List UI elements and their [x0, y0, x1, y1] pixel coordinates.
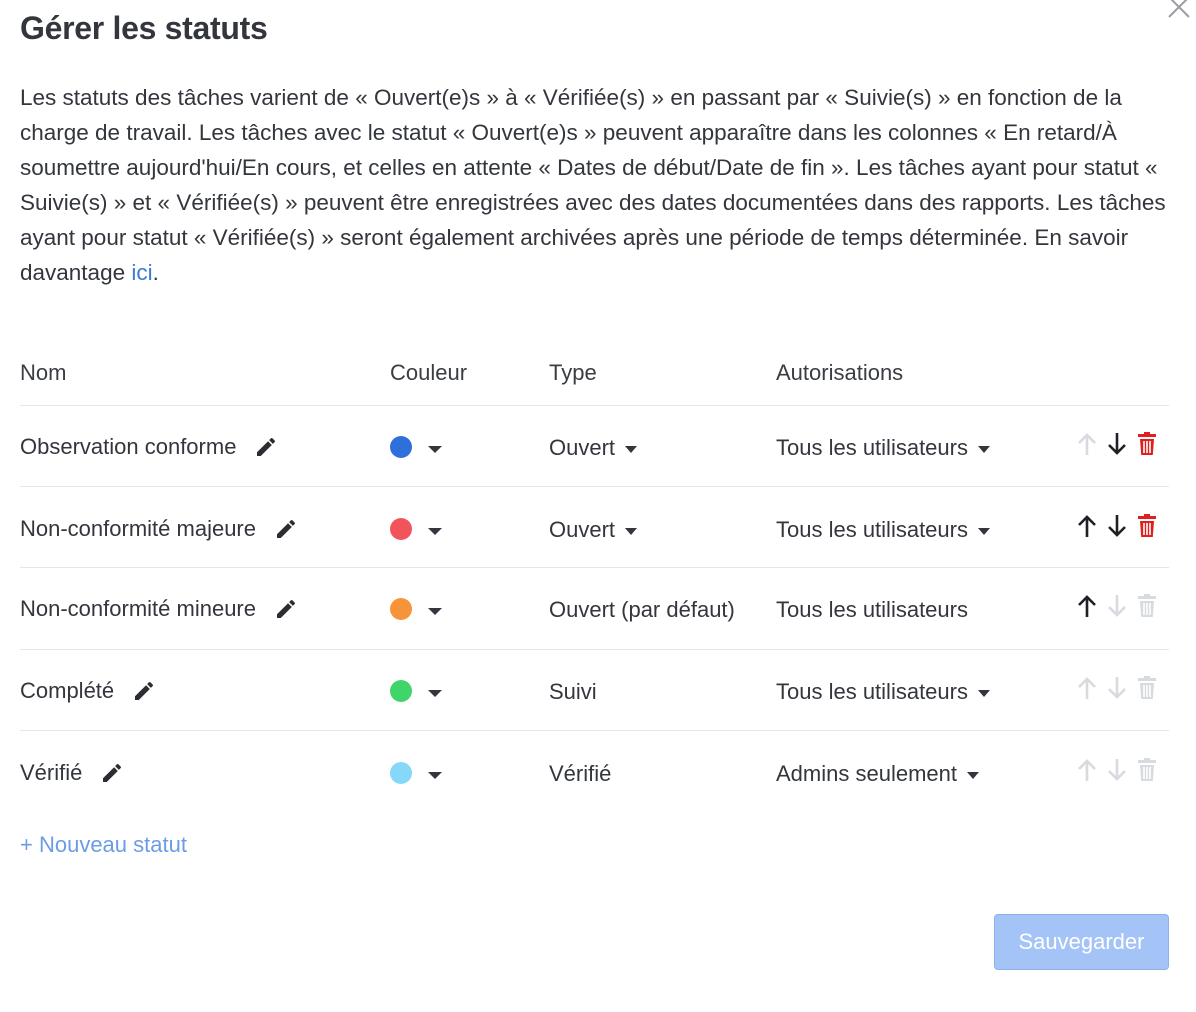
row-actions: [1075, 757, 1165, 783]
pencil-icon[interactable]: [254, 435, 278, 459]
caret-down-icon: [967, 772, 979, 779]
learn-more-link[interactable]: ici: [131, 260, 153, 285]
caret-down-icon: [428, 772, 442, 779]
permission-value: Tous les utilisateurs: [776, 517, 968, 542]
header-color: Couleur: [390, 360, 468, 385]
type-select[interactable]: [549, 435, 637, 461]
caret-down-icon: [428, 446, 442, 453]
color-swatch: [390, 762, 412, 784]
row-actions: [1075, 593, 1165, 619]
type-value: Ouvert (par défaut): [549, 597, 735, 622]
row-actions: [1075, 675, 1165, 701]
arrow-down-icon: [1105, 757, 1129, 783]
caret-down-icon: [625, 446, 637, 453]
caret-down-icon: [428, 608, 442, 615]
trash-icon: [1135, 757, 1159, 783]
arrow-up-icon: [1075, 675, 1099, 701]
status-name: Observation conforme: [20, 434, 237, 459]
row-divider: [20, 405, 1169, 406]
permission-value: Admins seulement: [776, 761, 957, 786]
color-picker[interactable]: [390, 516, 442, 542]
pencil-icon[interactable]: [274, 597, 298, 621]
color-picker[interactable]: [390, 678, 442, 704]
dialog-title: Gérer les statuts: [20, 10, 268, 46]
color-swatch: [390, 680, 412, 702]
permission-select: [776, 597, 968, 623]
type-value: Suivi: [549, 679, 597, 704]
description-end: .: [152, 260, 159, 285]
header-permissions: Autorisations: [776, 360, 904, 385]
row-divider: [20, 649, 1169, 650]
type-select: [549, 597, 735, 623]
caret-down-icon: [978, 690, 990, 697]
arrow-down-icon: [1105, 593, 1129, 619]
caret-down-icon: [978, 528, 990, 535]
status-name-cell: [20, 760, 124, 786]
arrow-up-icon[interactable]: [1075, 593, 1099, 619]
caret-down-icon: [625, 528, 637, 535]
arrow-down-icon[interactable]: [1105, 431, 1129, 457]
arrow-up-icon: [1075, 431, 1099, 457]
color-picker[interactable]: [390, 760, 442, 786]
permission-value: Tous les utilisateurs: [776, 679, 968, 704]
status-name: Non-conformité mineure: [20, 596, 256, 621]
status-name: Non-conformité majeure: [20, 516, 256, 541]
row-divider: [20, 486, 1169, 487]
type-select: [549, 761, 611, 787]
permission-select[interactable]: [776, 517, 990, 543]
caret-down-icon: [428, 528, 442, 535]
arrow-down-icon: [1105, 675, 1129, 701]
status-name-cell: [20, 516, 298, 542]
row-divider: [20, 567, 1169, 568]
dialog-description: [20, 80, 1180, 290]
type-value: Ouvert: [549, 517, 616, 542]
trash-icon[interactable]: [1135, 513, 1159, 539]
description-text: Les statuts des tâches varient de « Ouvert(e)s » à « Vérifiée(s) » en passant par « Suivie(s) » en fonction de la charge de travail. Les tâches avec le statut « Ouvert(e)s » peuvent apparaître dans les colonnes « En retard/À soumettre aujourd'hui/En cours, et celles en attente « Dates de début/Date de fin ». Les tâches ayant pour statut « Suivie(s) » et « Vérifiée(s) » peuvent être enregistrées avec des dates documentées dans des rapports. Les tâches ayant pour statut « Vérifiée(s) » seront également archivées après une période de temps déterminée. En savoir davantage: [20, 85, 1166, 285]
pencil-icon[interactable]: [132, 679, 156, 703]
pencil-icon[interactable]: [100, 761, 124, 785]
save-button[interactable]: Sauvegarder: [994, 914, 1169, 970]
color-swatch: [390, 436, 412, 458]
color-swatch: [390, 518, 412, 540]
arrow-down-icon[interactable]: [1105, 513, 1129, 539]
row-divider: [20, 730, 1169, 731]
row-actions: [1075, 513, 1165, 539]
permission-select[interactable]: [776, 761, 979, 787]
color-swatch: [390, 598, 412, 620]
type-value: Ouvert: [549, 435, 616, 460]
caret-down-icon: [978, 446, 990, 453]
pencil-icon[interactable]: [274, 517, 298, 541]
row-actions: [1075, 431, 1165, 457]
permission-select[interactable]: [776, 679, 990, 705]
permission-select[interactable]: [776, 435, 990, 461]
status-name: Vérifié: [20, 760, 83, 785]
header-type: Type: [549, 360, 597, 385]
status-name-cell: [20, 434, 278, 460]
trash-icon: [1135, 675, 1159, 701]
trash-icon[interactable]: [1135, 431, 1159, 457]
new-status-link[interactable]: + Nouveau statut: [20, 832, 187, 857]
arrow-up-icon: [1075, 757, 1099, 783]
header-name: Nom: [20, 360, 67, 385]
type-select: [549, 679, 597, 705]
color-picker[interactable]: [390, 434, 442, 460]
status-name-cell: [20, 596, 298, 622]
permission-value: Tous les utilisateurs: [776, 435, 968, 460]
permission-value: Tous les utilisateurs: [776, 597, 968, 622]
color-picker[interactable]: [390, 596, 442, 622]
arrow-up-icon[interactable]: [1075, 513, 1099, 539]
type-value: Vérifié: [549, 761, 612, 786]
status-name-cell: [20, 678, 156, 704]
type-select[interactable]: [549, 517, 637, 543]
trash-icon: [1135, 593, 1159, 619]
status-name: Complété: [20, 678, 115, 703]
caret-down-icon: [428, 690, 442, 697]
